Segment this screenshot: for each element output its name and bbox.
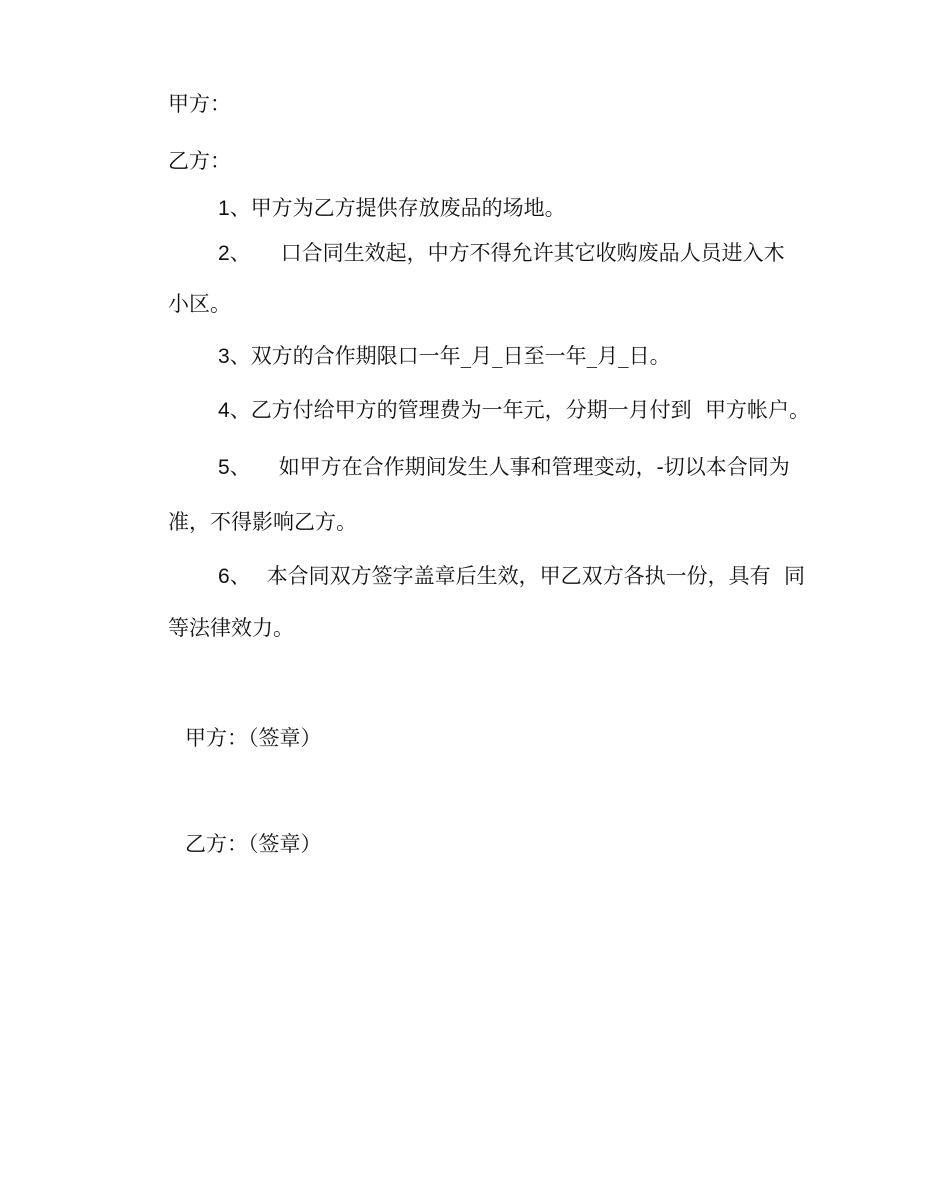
clause-5: [218, 453, 790, 482]
clause-4: [218, 396, 810, 425]
clause-separator: 、: [229, 196, 251, 220]
clause-number: 1: [218, 197, 230, 220]
clause-number: 5: [218, 456, 230, 479]
party-a-signature: 甲方：（签章）: [185, 726, 322, 750]
clause-separator: 、: [229, 564, 251, 588]
clause-3: [218, 342, 671, 371]
clause-2: [218, 239, 785, 268]
clause-5-continuation: 准，不得影响乙方。: [168, 510, 357, 534]
clause-separator: 、: [229, 398, 251, 422]
clause-number: 3: [218, 345, 230, 368]
party-a-header: 甲方：: [168, 92, 231, 116]
clause-text: 如甲方在合作期间发生人事和管理变动，-切以本合同为: [278, 455, 790, 479]
clause-number: 4: [218, 399, 230, 422]
clause-text: 甲方为乙方提供存放废品的场地。: [250, 196, 566, 220]
clause-text: 双方的合作期限口一年_月_日至一年_月_日。: [250, 344, 671, 368]
clause-6-continuation: 等法律效力。: [168, 616, 294, 640]
clause-text: 本合同双方签字盖章后生效，甲乙双方各执一份，具有 同: [266, 564, 806, 588]
clause-2-continuation: 小区。: [168, 292, 231, 316]
clause-separator: 、: [229, 241, 251, 265]
clause-number: 2: [218, 242, 230, 265]
party-b-header: 乙方：: [168, 149, 231, 173]
clause-separator: 、: [229, 455, 251, 479]
clause-text: 口合同生效起，中方不得允许其它收购废品人员进入木: [280, 241, 785, 265]
clause-1: [218, 194, 566, 223]
clause-number: 6: [218, 565, 230, 588]
clause-text: 乙方付给甲方的管理费为一年元，分期一月付到 甲方帐户。: [250, 398, 811, 422]
clause-6: [218, 562, 805, 591]
party-b-signature: 乙方：（签章）: [185, 832, 322, 856]
clause-separator: 、: [229, 344, 251, 368]
